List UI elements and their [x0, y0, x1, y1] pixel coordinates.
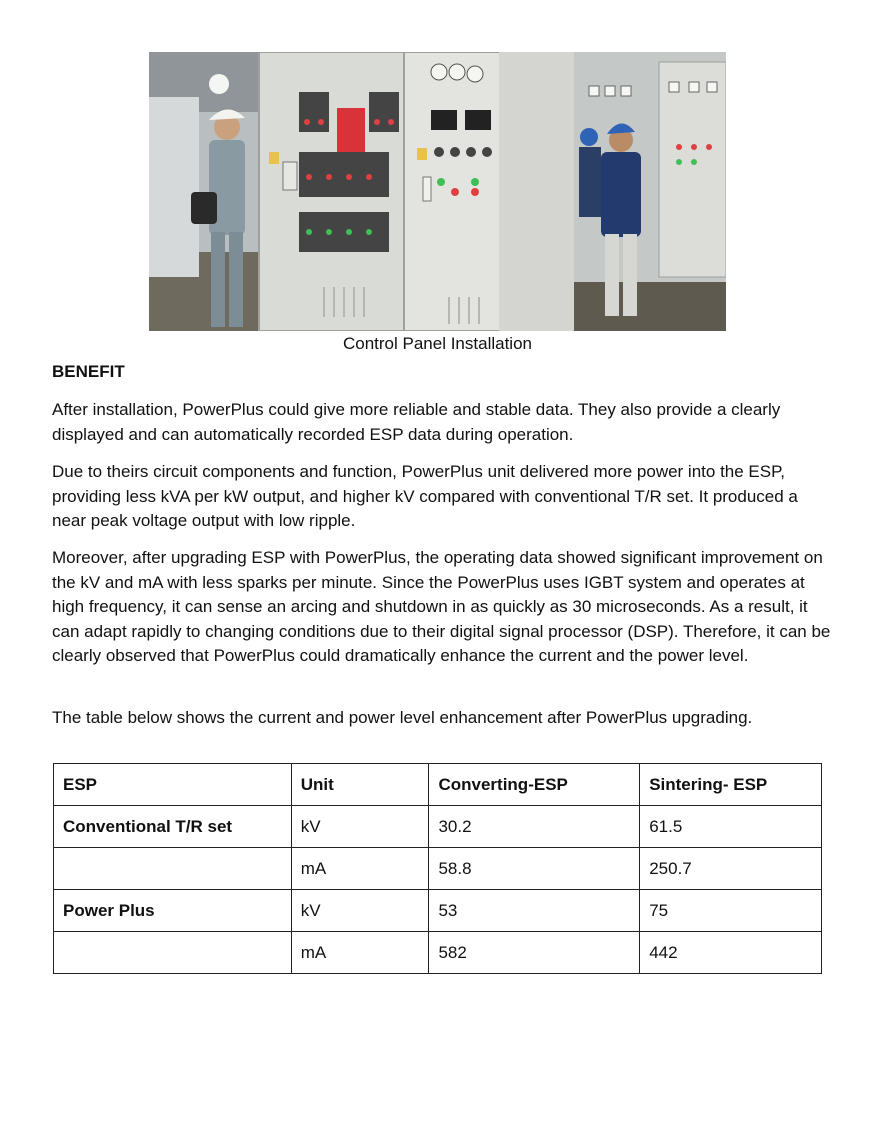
table-cell: 30.2 — [429, 806, 640, 848]
section-heading: BENEFIT — [52, 362, 125, 381]
table-cell: mA — [291, 932, 429, 974]
header-sintering-esp: Sintering- ESP — [640, 764, 822, 806]
table-cell: kV — [291, 806, 429, 848]
table-cell — [54, 932, 292, 974]
table-row — [54, 932, 822, 974]
header-converting-esp: Converting-ESP — [429, 764, 640, 806]
table-cell: kV — [291, 890, 429, 932]
table-cell: 582 — [429, 932, 640, 974]
table-header-row — [54, 764, 822, 806]
table-row — [54, 890, 822, 932]
table-cell: 61.5 — [640, 806, 822, 848]
table-cell: Conventional T/R set — [54, 806, 292, 848]
esp-comparison-table — [53, 763, 822, 974]
paragraph-circuit: Due to theirs circuit components and function, PowerPlus unit delivered more power into the ESP, providing less kVA per kW output, and higher kV compared with conventional T/R set. It produced a near peak voltage output with low ripple. — [52, 462, 798, 530]
paragraph-table-intro: The table below shows the current and power level enhancement after PowerPlus upgrading. — [52, 708, 753, 727]
table-cell: 53 — [429, 890, 640, 932]
paragraph-upgrade: Moreover, after upgrading ESP with PowerPlus, the operating data showed significant improvement on the kV and mA with less sparks per minute. Since the PowerPlus uses IGBT system and operates at high frequency, it can sense an arcing and shutdown in as quickly as 30 microseconds. As a result, it can adapt rapidly to changing conditions due to their digital signal processor (DSP). Therefore, it can be clearly observed that PowerPlus could dramatically enhance the current and the power level. — [52, 548, 831, 665]
table-cell: mA — [291, 848, 429, 890]
table-cell — [54, 848, 292, 890]
paragraph-installation: After installation, PowerPlus could give more reliable and stable data. They also provide a clearly displayed and can automatically recorded ESP data during operation. — [52, 400, 781, 444]
control-panel-illustration — [149, 52, 726, 331]
table-cell: 250.7 — [640, 848, 822, 890]
control-panel-photo — [149, 52, 726, 331]
figure-caption: Control Panel Installation — [342, 334, 532, 353]
header-unit: Unit — [291, 764, 429, 806]
table-cell: Power Plus — [54, 890, 292, 932]
table-cell: 75 — [640, 890, 822, 932]
header-esp: ESP — [54, 764, 292, 806]
table-row — [54, 848, 822, 890]
table-cell: 442 — [640, 932, 822, 974]
table-row — [54, 806, 822, 848]
table-cell: 58.8 — [429, 848, 640, 890]
